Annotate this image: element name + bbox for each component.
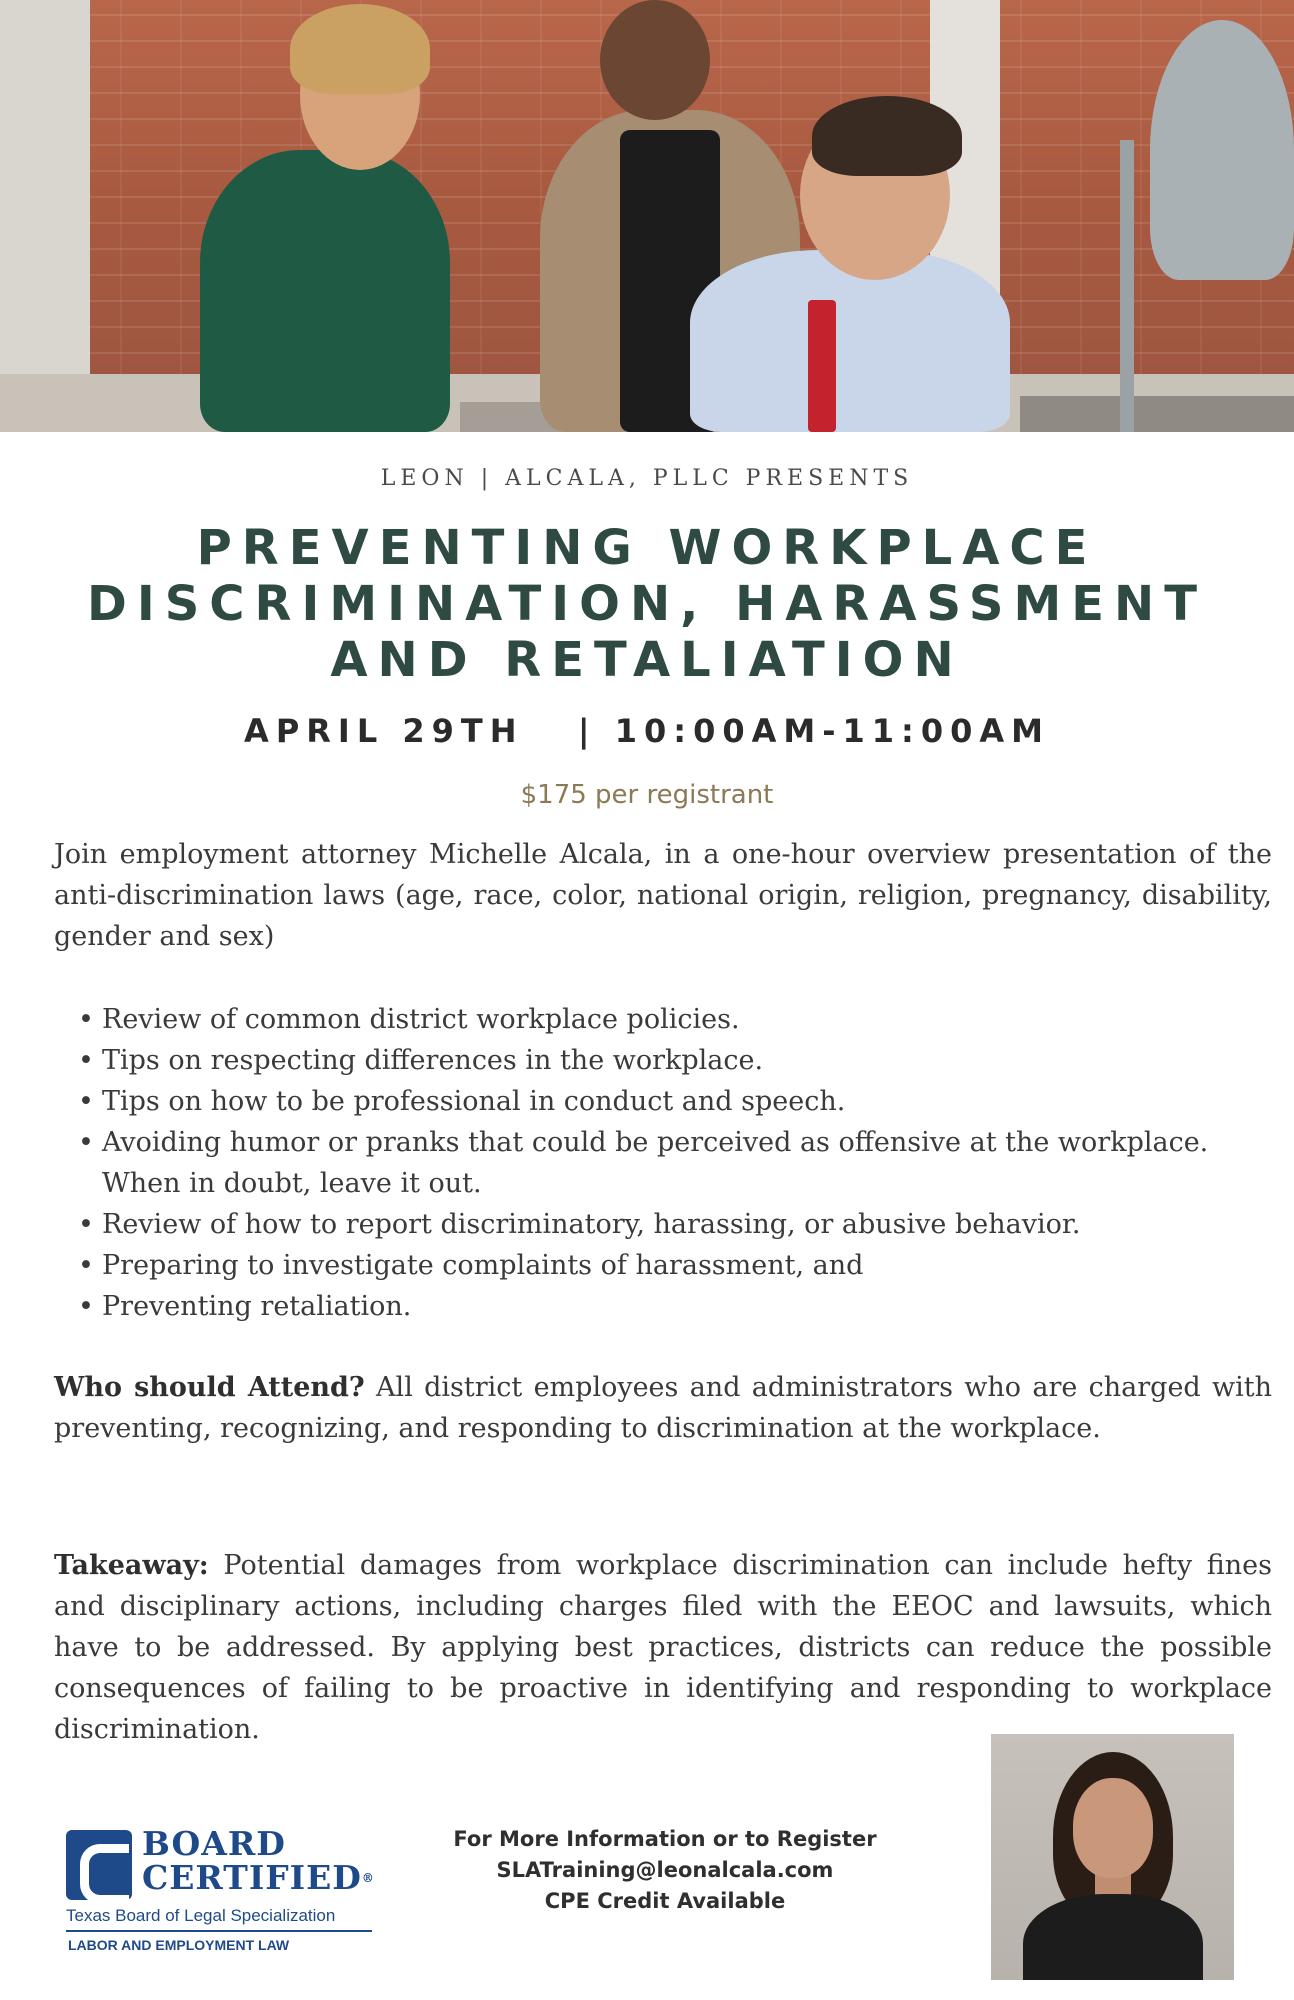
badge-word-certified-text: CERTIFIED (142, 1858, 362, 1897)
event-date: APRIL 29TH (244, 712, 524, 750)
event-time: 10:00AM-11:00AM (614, 712, 1050, 750)
hero-photo (0, 0, 1294, 432)
person-right-tie (808, 300, 836, 432)
badge-word-certified (142, 1860, 375, 1896)
badge-organization: Texas Board of Legal Specialization (66, 1906, 336, 1925)
presenter-line: LEON | ALCALA, PLLC PRESENTS (380, 466, 914, 491)
board-certified-icon (66, 1830, 132, 1900)
lamp-shade (1150, 20, 1294, 280)
who-should-attend-paragraph (54, 1367, 1272, 1449)
headshot-face (1073, 1778, 1153, 1878)
event-title-line: DISCRIMINATION, HARASSMENT (87, 576, 1207, 632)
event-price: $175 per registrant (520, 780, 774, 810)
cpe-credit-note: CPE Credit Available (544, 1889, 786, 1913)
list-item: • Tips on how to be professional in conduct and speech. (78, 1081, 1272, 1122)
who-should-attend-heading: Who should Attend? (54, 1372, 365, 1403)
person-left (200, 150, 450, 432)
list-item: • Avoiding humor or pranks that could be perceived as offensive at the workplace. When in doubt, leave it out. (78, 1122, 1272, 1204)
person-left-hair (290, 4, 430, 94)
list-item: • Preparing to investigate complaints of harassment, and (78, 1245, 1272, 1286)
person-right (690, 250, 1010, 432)
event-datetime (0, 712, 1294, 750)
registered-mark: ® (361, 1871, 375, 1885)
takeaway-text: Potential damages from workplace discrimination can include hefty fines and disciplinary actions, including charges filed with the EEOC and lawsuits, which have to be addressed. By applying best practices, districts can reduce the possible consequences of failing to be proactive in identifying and responding to workplace discrimination. (54, 1550, 1272, 1745)
takeaway-paragraph (54, 1545, 1272, 1750)
contact-email[interactable]: SLATraining@leonalcala.com (496, 1858, 834, 1882)
takeaway-heading: Takeaway: (54, 1550, 209, 1581)
list-item: • Preventing retaliation. (78, 1286, 1272, 1327)
presenter-headshot (991, 1734, 1234, 1980)
list-item: • Review of how to report discriminatory, harassing, or abusive behavior. (78, 1204, 1272, 1245)
headshot-torso (1023, 1894, 1203, 1980)
list-item: • Review of common district workplace policies. (78, 999, 1272, 1040)
event-title-line: PREVENTING WORKPLACE (196, 520, 1098, 576)
intro-paragraph: Join employment attorney Michelle Alcala, in a one-hour overview presentation of the anti-discrimination laws (age, race, color, national origin, religion, pregnancy, disability, gender and sex) (54, 839, 1272, 952)
office-desk (1020, 396, 1294, 432)
topics-list (78, 999, 1272, 1327)
datetime-separator: | (577, 712, 597, 750)
event-title-line: AND RETALIATION (330, 632, 964, 688)
badge-category: LABOR AND EMPLOYMENT LAW (68, 1937, 290, 1953)
person-right-hair (812, 96, 962, 176)
event-title (0, 520, 1294, 688)
contact-heading: For More Information or to Register (453, 1827, 877, 1851)
badge-divider (66, 1930, 372, 1932)
badge-word-board: BOARD (142, 1824, 286, 1863)
person-middle-head (600, 0, 710, 120)
board-certified-logo (64, 1826, 384, 1956)
wall-pillar (0, 0, 90, 432)
list-item: • Tips on respecting differences in the workplace. (78, 1040, 1272, 1081)
contact-block (440, 1824, 890, 1917)
lamp-stand (1120, 140, 1134, 432)
who-should-attend-text: All district employees and administrators who are charged with preventing, recognizing, and responding to discrimination at the workplace. (54, 1372, 1273, 1444)
